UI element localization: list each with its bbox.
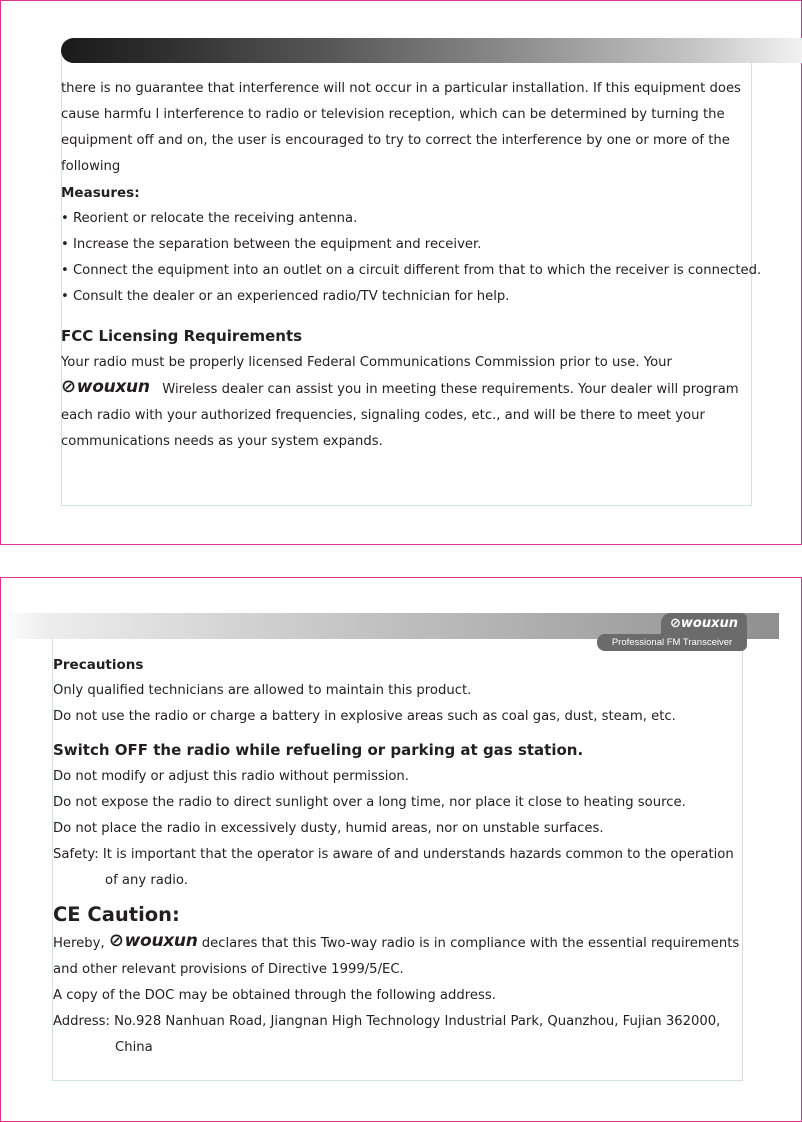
wouxun-logo: ⊘wouxun bbox=[109, 928, 198, 954]
precaution-line: Do not expose the radio to direct sunlight over a long time, nor place it close to heating source. bbox=[53, 795, 686, 810]
ce-line: and other relevant provisions of Directive 1999/5/EC. bbox=[53, 962, 404, 977]
measure-item: • Increase the separation between the equipment and receiver. bbox=[61, 237, 482, 252]
fcc-heading: FCC Licensing Requirements bbox=[61, 327, 303, 345]
wouxun-mark-icon: ⊘ bbox=[108, 930, 124, 951]
fcc-line: Your radio must be properly licensed Federal Communications Commission prior to use. Your bbox=[61, 355, 672, 370]
wouxun-mark-icon: ⊘ bbox=[61, 376, 76, 397]
ce-line-with-logo bbox=[53, 930, 783, 957]
switch-off-heading: Switch OFF the radio while refueling or parking at gas station. bbox=[53, 741, 584, 759]
precaution-line: Do not place the radio in excessively dusty, humid areas, nor on unstable surfaces. bbox=[53, 821, 604, 836]
address-continuation: China bbox=[115, 1040, 153, 1055]
intro-line: equipment off and on, the user is encouraged to try to correct the interference by one or more of the bbox=[61, 133, 730, 148]
header-gradient-bar bbox=[61, 38, 802, 63]
brand-badge-logo: ⊘wouxun bbox=[661, 613, 747, 635]
intro-line: cause harmfu l interference to radio or television reception, which can be determined by turning the bbox=[61, 107, 725, 122]
brand-badge-tagline: Professional FM Transceiver bbox=[597, 634, 747, 651]
measures-heading: Measures: bbox=[61, 185, 140, 201]
precautions-heading: Precautions bbox=[53, 657, 144, 673]
wouxun-logo: ⊘wouxun bbox=[61, 374, 150, 400]
brand-badge bbox=[597, 613, 747, 653]
intro-line: there is no guarantee that interference will not occur in a particular installation. If this equipment does bbox=[61, 81, 741, 96]
safety-continuation: of any radio. bbox=[105, 873, 188, 888]
fcc-line: each radio with your authorized frequencies, signaling codes, etc., and will be there to meet your bbox=[61, 408, 705, 423]
fcc-line: Wireless dealer can assist you in meeting these requirements. Your dealer will program bbox=[162, 382, 739, 397]
ce-prefix: Hereby, bbox=[53, 936, 105, 951]
intro-line: following bbox=[61, 159, 121, 174]
ce-heading: CE Caution: bbox=[53, 903, 180, 926]
fcc-line-with-logo bbox=[61, 376, 791, 403]
measure-item: • Connect the equipment into an outlet on a circuit different from that to which the receiver is connected. bbox=[61, 263, 762, 278]
manual-page-1 bbox=[0, 0, 802, 545]
precaution-line: Only qualified technicians are allowed to maintain this product. bbox=[53, 683, 472, 698]
measure-item: • Consult the dealer or an experienced radio/TV technician for help. bbox=[61, 289, 510, 304]
wouxun-mark-icon: ⊘ bbox=[670, 616, 681, 631]
safety-line: Safety: It is important that the operator is aware of and understands hazards common to the operation bbox=[53, 847, 734, 862]
ce-line: declares that this Two-way radio is in compliance with the essential requirements bbox=[201, 936, 740, 951]
page2-content bbox=[53, 652, 783, 1061]
fcc-line: communications needs as your system expands. bbox=[61, 434, 383, 449]
address-line: Address: No.928 Nanhuan Road, Jiangnan High Technology Industrial Park, Quanzhou, Fujian 362000, bbox=[53, 1014, 721, 1029]
precaution-line: Do not modify or adjust this radio without permission. bbox=[53, 769, 409, 784]
manual-page-2 bbox=[0, 577, 802, 1122]
measure-item: • Reorient or relocate the receiving antenna. bbox=[61, 211, 358, 226]
page1-content bbox=[61, 76, 791, 455]
precaution-line: Do not use the radio or charge a battery in explosive areas such as coal gas, dust, steam, etc. bbox=[53, 709, 676, 724]
ce-line: A copy of the DOC may be obtained through the following address. bbox=[53, 988, 496, 1003]
